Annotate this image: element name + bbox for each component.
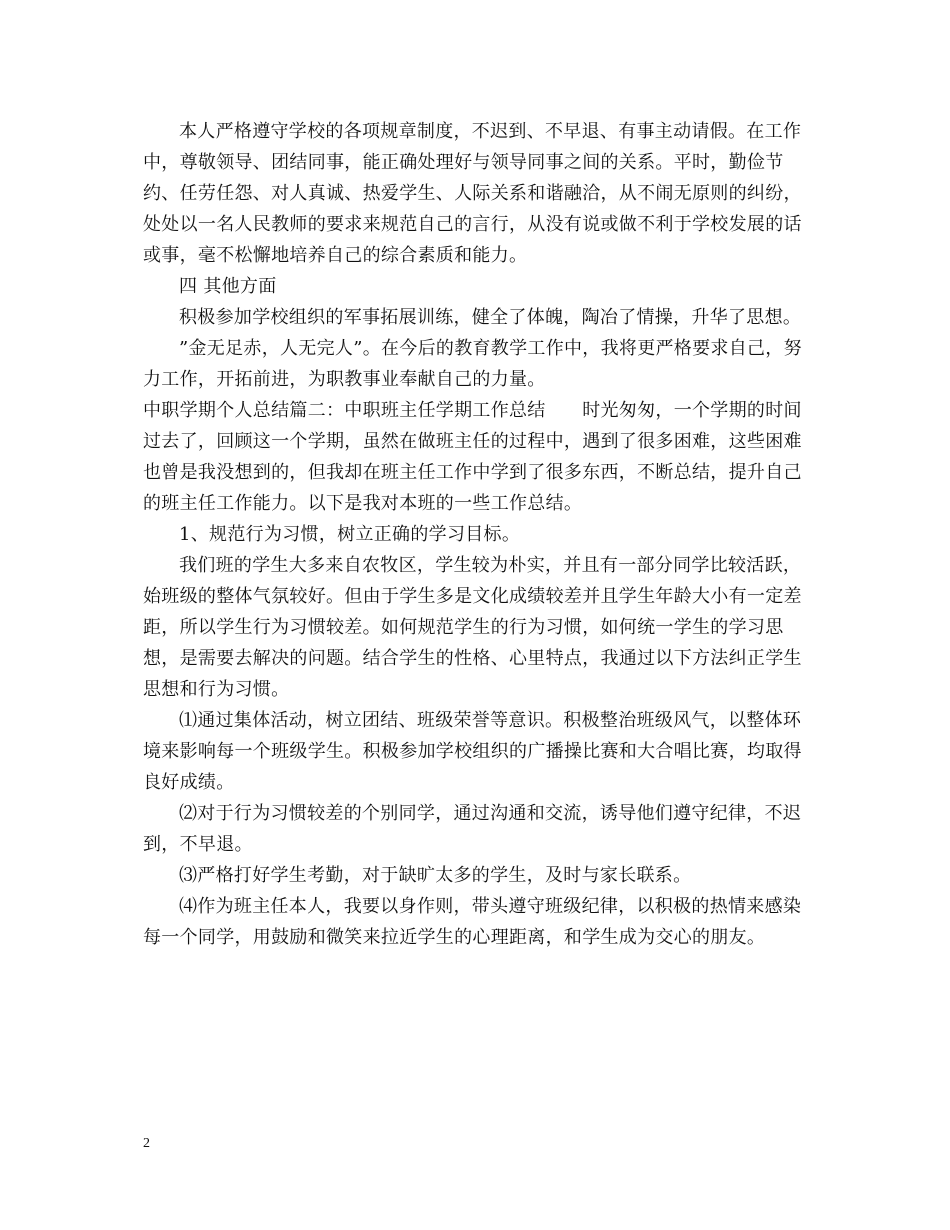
list-item-4: ⑷作为班主任本人，我要以身作则，带头遵守班级纪律，以积极的热情来感染每一个同学，用鼓励和微笑来拉近学生的心理距离，和学生成为交心的朋友。 (143, 896, 802, 948)
paragraph-1: 本人严格遵守学校的各项规章制度，不迟到、不早退、有事主动请假。在工作中，尊敬领导、团结同事，能正确处理好与领导同事之间的关系。平时，勤俭节约、任劳任怨、对人真诚、热爱学生、人际关系和谐融洽，从不闹无原则的纠纷，处处以一名人民教师的要求来规范自己的言行，从没有说或做不利于学校发展的话或事，毫不松懈地培养自己的综合素质和能力。 (143, 121, 802, 266)
paragraph-4: ”金无足赤，人无完人”。在今后的教育教学工作中，我将更严格要求自己，努力工作，开拓前进，为职教事业奉献自己的力量。 (143, 338, 802, 390)
page-number: 2 (143, 1136, 150, 1151)
list-heading-1: 1、规范行为习惯，树立正确的学习目标。 (179, 524, 521, 545)
paragraph-5-article-title: 中职学期个人总结篇二：中职班主任学期工作总结 时光匆匆，一个学期的时间过去了，回顾这一个学期，虽然在做班主任的过程中，遇到了很多困难，这些困难也曾是我没想到的，但我却在班主任工作中学到了很多东西，不断总结，提升自己的班主任工作能力。以下是我对本班的一些工作总结。 (143, 400, 802, 514)
paragraph-7: 我们班的学生大多来自农牧区，学生较为朴实，并且有一部分同学比较活跃，始班级的整体气氛较好。但由于学生多是文化成绩较差并且学生年龄大小有一定差距，所以学生行为习惯较差。如何规范学生的行为习惯，如何统一学生的学习思想，是需要去解决的问题。结合学生的性格、心里特点，我通过以下方法纠正学生思想和行为习惯。 (143, 555, 802, 700)
list-item-3: ⑶严格打好学生考勤，对于缺旷太多的学生，及时与家长联系。 (179, 865, 692, 886)
section-heading-other-aspects: 四 其他方面 (179, 276, 277, 297)
list-item-2: ⑵对于行为习惯较差的个别同学，通过沟通和交流，诱导他们遵守纪律，不迟到，不早退。 (143, 803, 802, 855)
document-body (143, 116, 811, 953)
list-item-1: ⑴通过集体活动，树立团结、班级荣誉等意识。积极整治班级风气，以整体环境来影响每一个班级学生。积极参加学校组织的广播操比赛和大合唱比赛，均取得良好成绩。 (143, 710, 802, 793)
paragraph-3: 积极参加学校组织的军事拓展训练，健全了体魄，陶冶了情操，升华了思想。 (179, 307, 802, 328)
